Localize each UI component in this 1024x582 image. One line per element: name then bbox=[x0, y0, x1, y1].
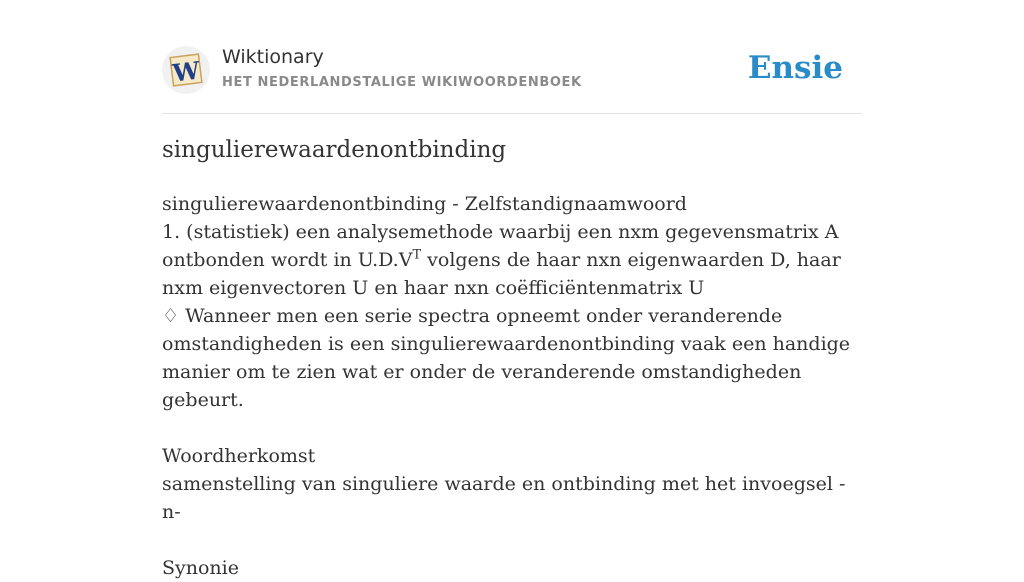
definition-text-continued: volgens de haar nxn eigenwaarden D, haar nxm eigenvectoren U en haar nxn coëfficiëntenmatrix U bbox=[162, 249, 841, 299]
svg-text:W: W bbox=[171, 55, 202, 88]
spacer bbox=[162, 414, 862, 442]
brand-logo[interactable]: Ensie bbox=[747, 50, 843, 86]
header-divider bbox=[162, 113, 862, 114]
page-title: singulierewaardenontbinding bbox=[162, 137, 507, 163]
entry-headline: singulierewaardenontbinding - Zelfstandignaamwoord bbox=[162, 193, 687, 215]
spacer bbox=[162, 526, 862, 554]
site-tagline: HET NEDERLANDSTALIGE WIKIWOORDENBOEK bbox=[222, 75, 582, 90]
wiktionary-logo-icon[interactable] bbox=[162, 46, 210, 94]
etymology-text: samenstelling van singuliere waarde en ontbinding met het invoegsel -n- bbox=[162, 473, 846, 523]
etymology-heading: Woordherkomst bbox=[162, 445, 316, 467]
transpose-superscript: T bbox=[412, 247, 422, 263]
site-name[interactable]: Wiktionary bbox=[222, 46, 324, 68]
definition bbox=[162, 218, 862, 302]
site-header bbox=[162, 44, 862, 114]
definition-text: 1. (statistiek) een analysemethode waarbij een nxm gegevensmatrix A ontbonden wordt in U.D.V bbox=[162, 221, 839, 271]
entry-content bbox=[162, 190, 862, 582]
next-section-heading: Synonie bbox=[162, 557, 239, 579]
example-sentence: ♢ Wanneer men een serie spectra opneemt onder veranderende omstandigheden is een singulierewaardenontbinding vaak een handige manier om te zien wat er onder de veranderende omstandigheden gebeurt. bbox=[162, 305, 851, 411]
